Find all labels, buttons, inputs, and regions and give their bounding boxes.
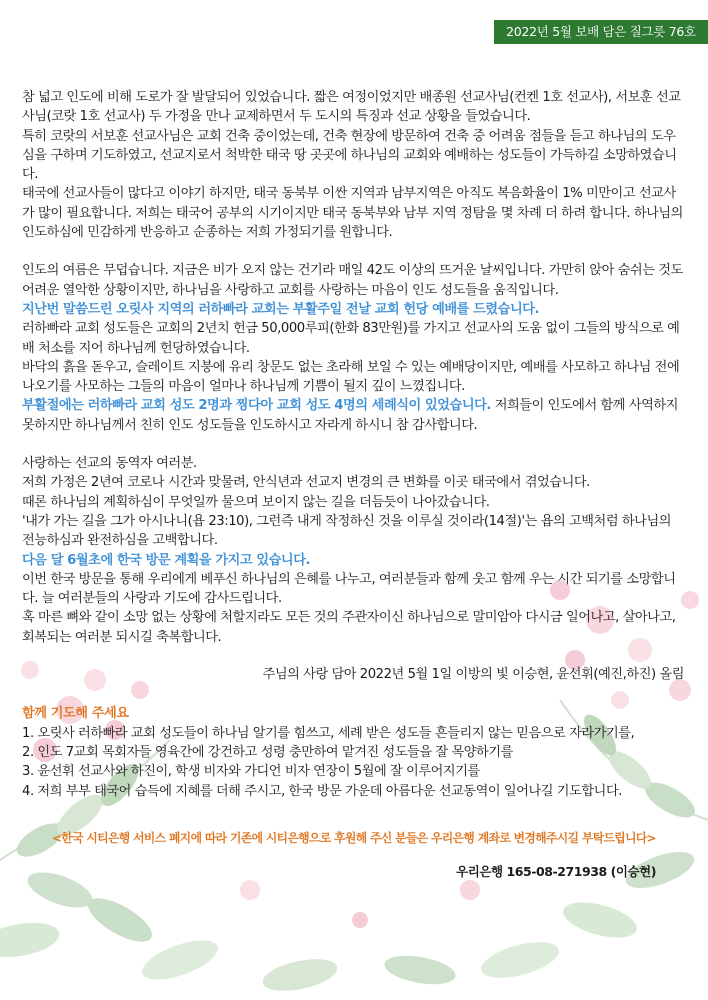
paragraph: '내가 가는 길을 그가 아시나니(욥 23:10), 그런즉 내게 작정하신 것을 이루실 것이라(14절)'는 욥의 고백처럼 하나님의 전능하심과 완전하심을 고백합니다. [22, 513, 672, 549]
paragraph [22, 396, 686, 435]
prayer-item: 2. 인도 7교회 목회자들 영육간에 강건하고 성령 충만하여 맡겨진 성도들을 잘 목양하기를 [22, 744, 513, 760]
paragraph: 태국에 선교사들이 많다고 이야기 하지만, 태국 동북부 이싼 지역과 남부지역은 아직도 복음화율이 1% 미만이고 선교사가 많이 필요합니다. 저희는 태국어 공부의 시기이지만 태국 동북부와 남부 지역 정탐을 몇 차례 더 하려 합니다. 하나님의 인도하심에 민감하게 반응하고 순종하는 저희 가정되기를 원합니다. [22, 186, 683, 241]
paragraph: 바닥의 흙을 돋우고, 슬레이트 지붕에 유리 창문도 없는 초라해 보일 수 있는 예배당이지만, 예배를 사모하고 하나님 전에 나오기를 사모하는 그들의 마음이 얼마나 하나님께 기쁨이 될지 깊이 느꼈집니다. [22, 359, 680, 395]
bank-notice: <한국 시티은행 서비스 폐지에 따라 기존에 시티은행으로 후원해 주신 분들은 우리은행 계좌로 변경해주시길 부탁드립니다> [52, 830, 656, 845]
paragraph: 이번 한국 방문을 통해 우리에게 베푸신 하나님의 은혜를 나누고, 여러분들과 함께 웃고 함께 우는 시간 되기를 소망합니다. 늘 여러분들의 사랑과 기도에 감사드립니다. [22, 571, 676, 607]
prayer-item: 3. 윤선휘 선교사와 하진이, 학생 비자와 가디언 비자 연장이 5월에 잘 이루어지기를 [22, 764, 480, 780]
greeting: 사랑하는 선교의 동역자 여러분. [22, 456, 197, 472]
paragraph: 때론 하나님의 계획하심이 무엇일까 물으며 보이지 않는 길을 더듬듯이 나아갔습니다. [22, 494, 490, 510]
paragraph: 인도의 여름은 무덥습니다. 지금은 비가 오지 않는 건기라 매일 42도 이상의 뜨거운 날씨입니다. 가만히 앉아 숨쉬는 것도 어려운 열악한 상황이지만, 하나님을 사랑하고 교회를 사랑하는 마음이 인도 성도들을 움직입니다. [22, 263, 683, 298]
paragraph: 혹 마른 뼈와 같이 소망 없는 상황에 처할지라도 모든 것의 주관자이신 하나님으로 말미암아 다시금 일어나고, 살아나고, 회복되는 여러분 되시길 축복합니다. [22, 610, 676, 645]
paragraph: 저희 가정은 2년여 코로나 시간과 맞물려, 안식년과 선교지 변경의 큰 변화를 이곳 태국에서 겪었습니다. [22, 475, 590, 491]
bank-account: 우리은행 165-08-271938 (이승현) [456, 864, 656, 880]
paragraph: 참 넓고 인도에 비해 도로가 잘 발달되어 있었습니다. 짧은 여정이었지만 배종원 선교사님(컨켄 1호 선교사), 서보훈 선교사님(코랏 1호 선교사) 두 가정을 만나 교제하면서 두 도시의 특징과 선교 상황을 들었습니다. [22, 90, 681, 125]
prayer-item: 4. 저희 부부 태국어 습득에 지혜를 더해 주시고, 한국 방문 가운데 아름다운 선교동역이 일어나길 기도합니다. [22, 783, 622, 799]
prayer-title: 함께 기도해 주세요 [22, 706, 129, 722]
highlight-text: 다음 달 6월초에 한국 방문 계획을 가지고 있습니다. [22, 552, 311, 568]
letter-body [22, 88, 686, 881]
paragraph: 특히 코랏의 서보훈 선교사님은 교회 건축 중이었는데, 건축 현장에 방문하여 건축 중 어려움 점들을 듣고 하나님의 도우심을 구하며 기도하였고, 선교지로서 척박한 태국 땅 곳곳에 하나님의 교회와 예배하는 성도들이 가득하길 소망하였습니다. [22, 128, 677, 183]
issue-label: 2022년 5월 보배 담은 질그릇 76호 [494, 20, 708, 44]
highlight-text: 부활절에는 러하빠라 교회 성도 2명과 찡다아 교회 성도 4명의 세례식이 있었습니다. [22, 398, 491, 414]
paragraph-tail: 저희들이 인도에서 함께 사역하지 못하지만 하나님께서 친히 인도 성도들을 인도하시고 자라게 하시니 참 감사합니다. [22, 398, 678, 433]
paragraph: 러하빠라 교회 성도들은 교회의 2년치 헌금 50,000루피(한화 83만원)를 가지고 선교사의 도움 없이 그들의 방식으로 예배 처소를 지어 하나님께 헌당하였습니다. [22, 321, 680, 356]
prayer-item: 1. 오릿사 러하빠라 교회 성도들이 하나님 알기를 힘쓰고, 세례 받은 성도들 흔들리지 않는 믿음으로 자라가기를, [22, 725, 635, 741]
highlight-text: 지난번 말씀드린 오릿사 지역의 러하빠라 교회는 부활주일 전날 교회 헌당 예배를 드렸습니다. [22, 301, 540, 317]
signoff: 주님의 사랑 담아 2022년 5월 1일 이방의 빛 이승현, 윤선휘(예진,하진) 올림 [262, 667, 684, 683]
